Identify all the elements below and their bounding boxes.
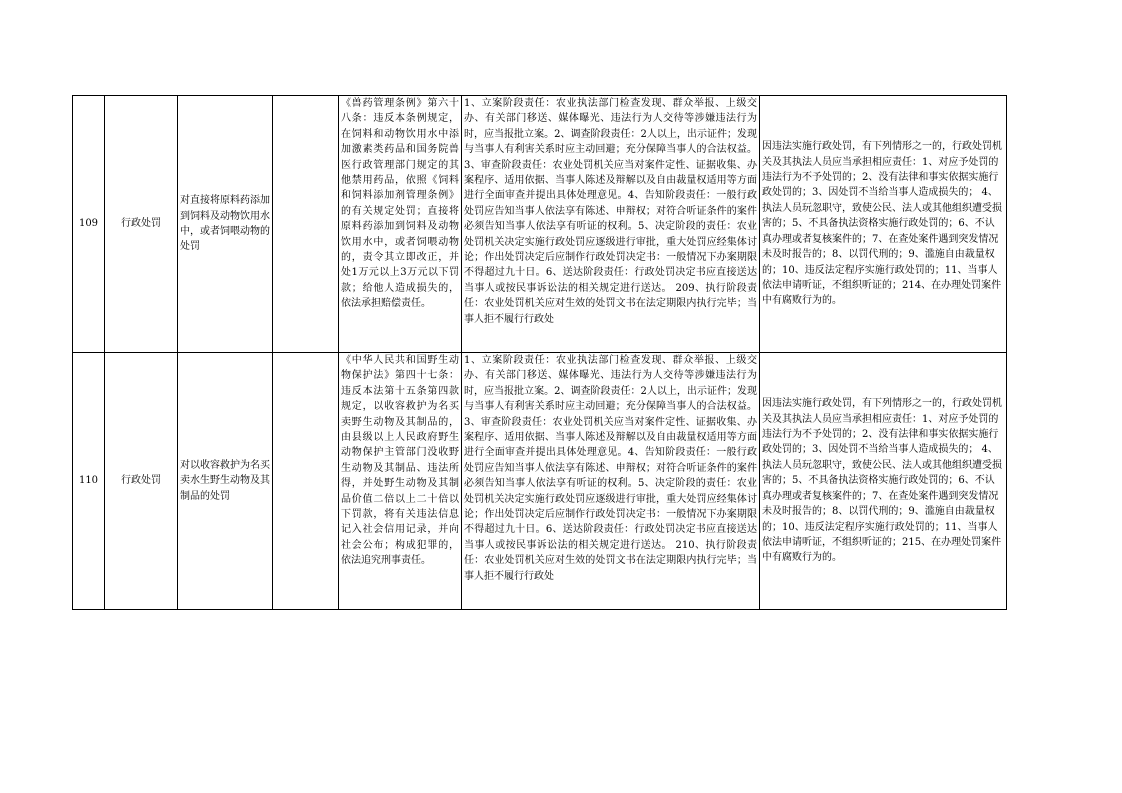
responsibility-text: 1、立案阶段责任：农业执法部门检查发现、群众举报、上级交办、有关部门移送、媒体曝光、违法行为人交待等涉嫌违法行为时，应当报批立案。2、调查阶段责任：2人以上，出示证件；发现与当事人有利害关系时应主动回避；充分保障当事人的合法权益。3、审查阶段责任：农业处罚机关应当对案件定性、证据收集、办案程序、适用依据、当事人陈述及辩解以及自由裁量权适用等方面进行全面审查并提出具体处理意见。4、告知阶段责任：一般行政处罚应告知当事人依法享有陈述、申辩权；对符合听证条件的案件必须告知当事人依法享有听证的权利。5、决定阶段的责任：农业处罚机关决定实施行政处罚应逐级进行审批，重大处罚应经集体讨论；作出处罚决定后应制作行政处罚决定书：一般情况下办案期限不得超过九十日。6、送达阶段责任：行政处罚决定书应直接送达当事人或按民事诉讼法的相关规定进行送达。 209、执行阶段责任：农业处罚机关应对生效的处罚文书在法定期限内执行完毕；当事人拒不履行行政处 xyxy=(464,98,757,325)
sub-item-cell xyxy=(273,353,339,610)
legal-basis-cell xyxy=(339,353,462,610)
power-category: 行政处罚 xyxy=(105,96,178,353)
row-number: 110 xyxy=(73,353,105,610)
responsibility-cell xyxy=(462,353,760,610)
accountability-text: 因违法实施行政处罚，有下列情形之一的，行政处罚机关及其执法人员应当承担相应责任：1、对应予处罚的违法行为不予处罚的；2、没有法律和事实依据实施行政处罚的；3、因处罚不当给当事人造成损失的； 4、执法人员玩忽职守，致使公民、法人或其他组织遭受损害的；5、不具备执法资格实施行政处罚的；6、不认真办理或者复核案件的；7、在查处案件遇到突发情况未及时报告的；8、以罚代刑的；9、滥施自由裁量权的；10、违反法定程序实施行政处罚的；11、当事人依法申请听证，不组织听证的；214、在办理处罚案件中有腐败行为的。 xyxy=(762,141,1002,307)
accountability-cell xyxy=(760,96,1007,353)
sub-item-cell xyxy=(273,96,339,353)
legal-basis-text: 《兽药管理条例》第六十八条：违反本条例规定，在饲料和动物饮用水中添加激素类药品和国务院兽医行政管理部门规定的其他禁用药品，依照《饲料和饲料添加剂管理条例》的有关规定处罚；直接将原料药添加到饲料及动物饮用水中，或者饲喂动物的，责令其立即改正，并处1万元以上3万元以下罚款；给他人造成损失的，依法承担赔偿责任。 xyxy=(341,98,459,310)
power-item-name xyxy=(178,96,273,353)
responsibility-cell xyxy=(462,96,760,353)
responsibility-text: 1、立案阶段责任：农业执法部门检查发现、群众举报、上级交办、有关部门移送、媒体曝光、违法行为人交待等涉嫌违法行为时，应当报批立案。2、调查阶段责任：2人以上，出示证件；发现与当事人有利害关系时应主动回避；充分保障当事人的合法权益。3、审查阶段责任：农业处罚机关应当对案件定性、证据收集、办案程序、适用依据、当事人陈述及辩解以及自由裁量权适用等方面进行全面审查并提出具体处理意见。4、告知阶段责任：一般行政处罚应告知当事人依法享有陈述、申辩权；对符合听证条件的案件必须告知当事人依法享有听证的权利。5、决定阶段的责任：农业处罚机关决定实施行政处罚应逐级进行审批，重大处罚应经集体讨论；作出处罚决定后应制作行政处罚决定书：一般情况下办案期限不得超过九十日。6、送达阶段责任：行政处罚决定书应直接送达当事人或按民事诉讼法的相关规定进行送达。 210、执行阶段责任：农业处罚机关应对生效的处罚文书在法定期限内执行完毕；当事人拒不履行行政处 xyxy=(464,355,757,582)
power-category: 行政处罚 xyxy=(105,353,178,610)
table-row xyxy=(73,96,1007,353)
power-list-table xyxy=(72,95,1007,610)
legal-basis-cell xyxy=(339,96,462,353)
power-item-text: 对以收容救护为名买卖水生野生动物及其制品的处罚 xyxy=(180,459,270,502)
power-item-text: 对直接将原料药添加到饲料及动物饮用水中，或者饲喂动物的处罚 xyxy=(180,195,270,253)
accountability-text: 因违法实施行政处罚，有下列情形之一的，行政处罚机关及其执法人员应当承担相应责任：1、对应予处罚的违法行为不予处罚的；2、没有法律和事实依据实施行政处罚的；3、因处罚不当给当事人造成损失的； 4、执法人员玩忽职守，致使公民、法人或其他组织遭受损害的；5、不具备执法资格实施行政处罚的；6、不认真办理或者复核案件的；7、在查处案件遇到突发情况未及时报告的；8、以罚代刑的；9、滥施自由裁量权的；10、违反法定程序实施行政处罚的；11、当事人依法申请听证，不组织听证的；215、在办理处罚案件中有腐败行为的。 xyxy=(762,398,1002,564)
legal-basis-text: 《中华人民共和国野生动物保护法》第四十七条：违反本法第十五条第四款规定，以收容救护为名买卖野生动物及其制品的，由县级以上人民政府野生动物保护主管部门没收野生动物及其制品、违法所得，并处野生动物及其制品价值二倍以上二十倍以下罚款，将有关违法信息记入社会信用记录，并向社会公布；构成犯罪的，依法追究刑事责任。 xyxy=(341,355,459,567)
power-item-name xyxy=(178,353,273,610)
accountability-cell xyxy=(760,353,1007,610)
row-number: 109 xyxy=(73,96,105,353)
table-row xyxy=(73,353,1007,610)
